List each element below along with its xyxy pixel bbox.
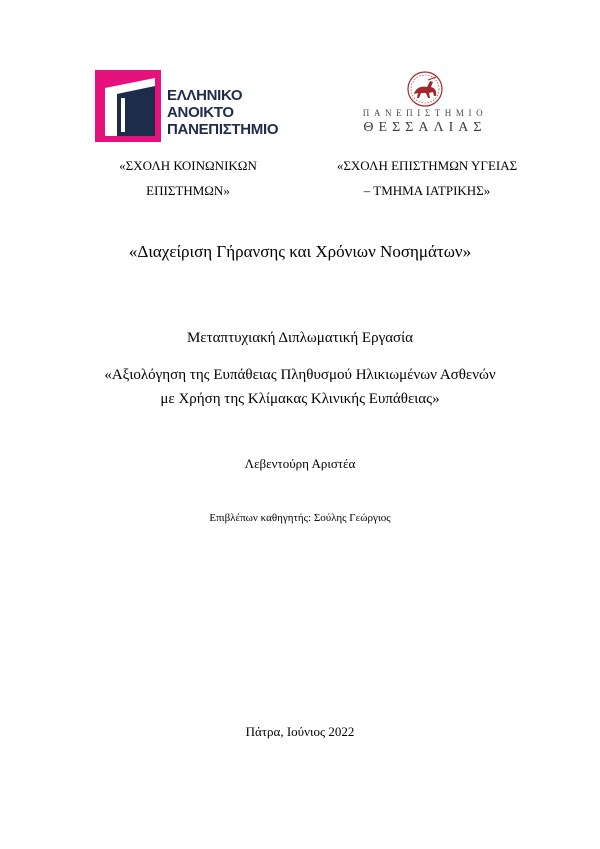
program-title: «Διαχείριση Γήρανσης και Χρόνιων Νοσημάτων» <box>128 242 472 261</box>
school-health-sciences <box>316 153 538 203</box>
eap-logo-mark-icon <box>95 70 163 142</box>
thesis-title-line-2: με Χρήση της Κλίμακας Κλινικής Ευπάθειας» <box>160 391 440 407</box>
hellenic-open-university-logo <box>95 70 285 145</box>
eap-logo-line-1: ΕΛΛΗΝΙΚΟ <box>167 87 243 104</box>
uth-logo-line-2: ΘΕΣΣΑΛΙΑΣ <box>363 120 487 135</box>
place-date: Πάτρα, Ιούνιος 2022 <box>245 724 355 739</box>
supervisor: Επιβλέπων καθηγητής: Σούλης Γεώργιος <box>209 512 391 524</box>
uth-logo-line-1: ΠΑΝΕΠΙΣΤΗΜΙΟ <box>362 108 488 118</box>
eap-logo-line-2: ΑΝΟΙΚΤΟ <box>167 104 234 121</box>
school-left-line-1: «ΣΧΟΛΗ ΚΟΙΝΩΝΙΚΩΝ <box>119 158 257 173</box>
author-name: Λεβεντούρη Αριστέα <box>244 456 356 471</box>
school-right-line-2: – ΤΜΗΜΑ ΙΑΤΡΙΚΗΣ» <box>363 183 491 198</box>
university-of-thessaly-logo <box>355 70 495 145</box>
thesis-title-line-1: «Αξιολόγηση της Ευπάθειας Πληθυσμού Ηλικιωμένων Ασθενών <box>104 367 496 383</box>
thesis-type: Μεταπτυχιακή Διπλωματική Εργασία <box>186 330 414 346</box>
school-social-sciences <box>100 153 276 203</box>
eap-logo-line-3: ΠΑΝΕΠΙΣΤΗΜΙΟ <box>167 121 279 138</box>
school-right-line-1: «ΣΧΟΛΗ ΕΠΙΣΤΗΜΩΝ ΥΓΕΙΑΣ <box>336 158 518 173</box>
school-left-line-2: ΕΠΙΣΤΗΜΩΝ» <box>146 183 230 198</box>
centaur-emblem-icon <box>399 70 451 108</box>
thesis-title <box>0 363 600 411</box>
eap-logo-text <box>167 87 278 138</box>
